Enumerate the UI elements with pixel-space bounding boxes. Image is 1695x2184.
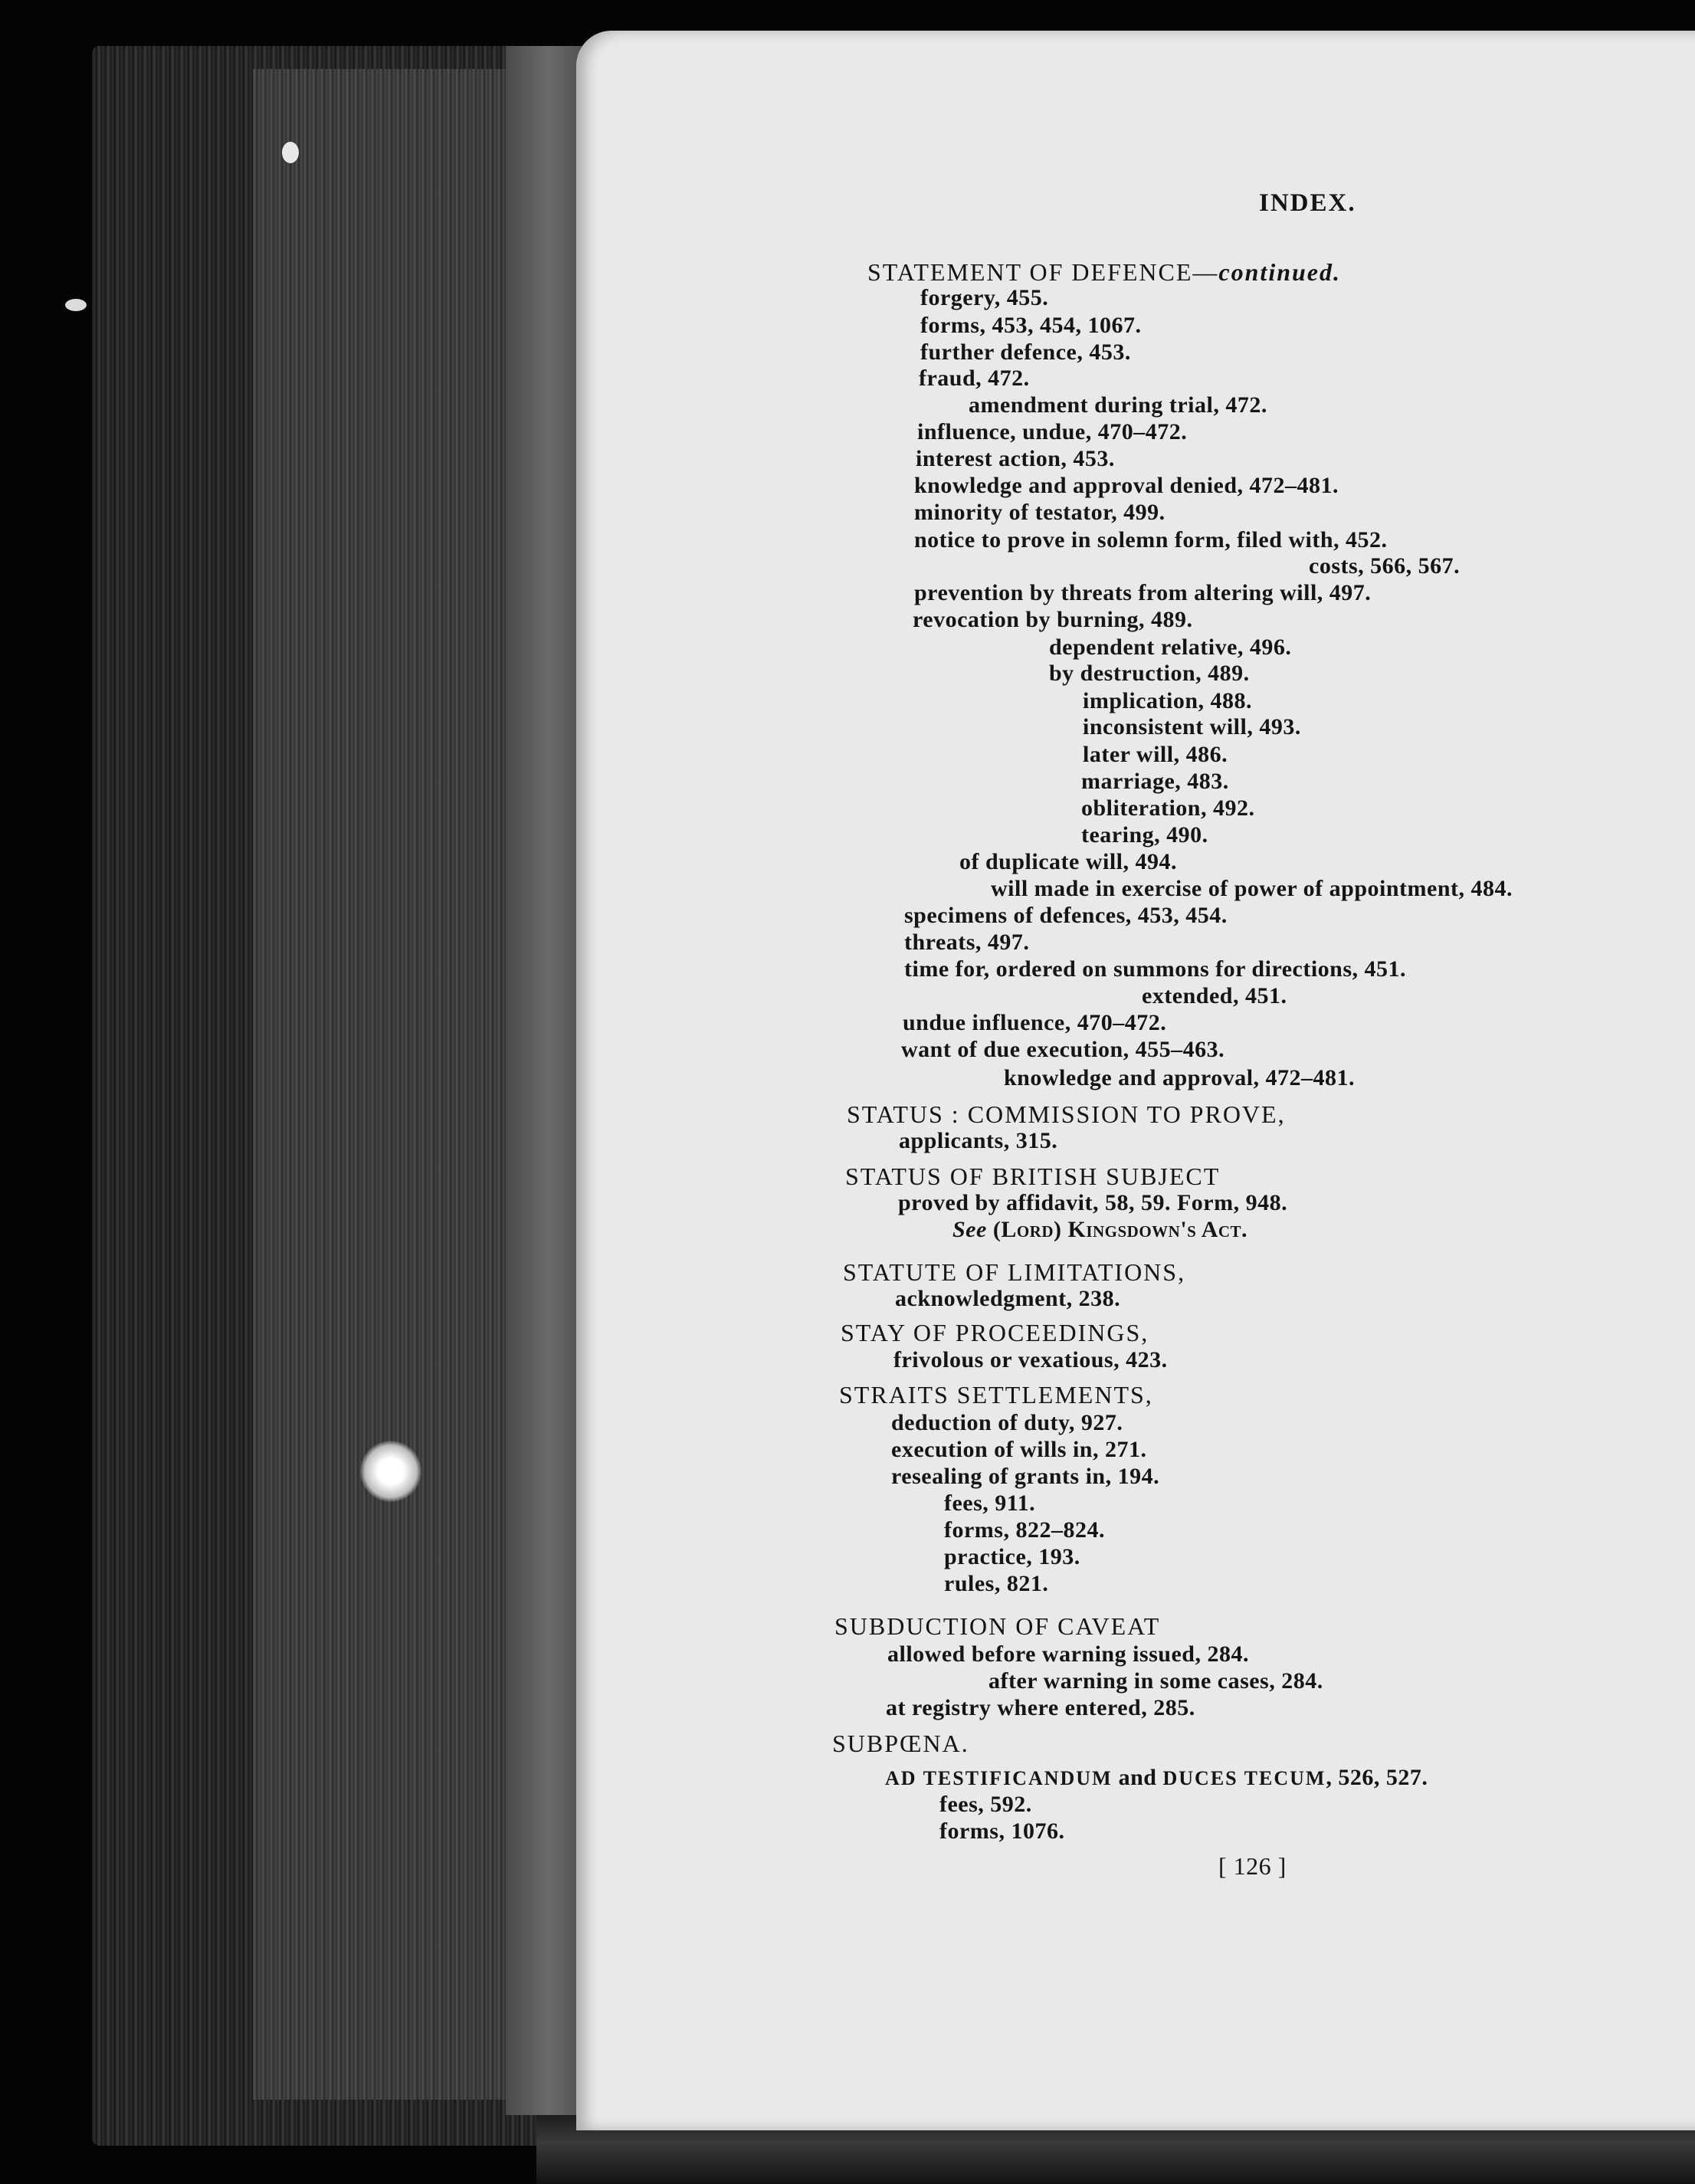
- index-heading-entry: SUBDUCTION OF CAVEAT: [834, 1612, 1161, 1640]
- index-heading-entry: STRAITS SETTLEMENTS,: [839, 1381, 1153, 1408]
- index-subentry: threats, 497.: [904, 930, 1030, 955]
- index-subentry: amendment during trial, 472.: [969, 392, 1267, 418]
- index-subentry: specimens of defences, 453, 454.: [904, 903, 1228, 928]
- scan-artifact-spot: [282, 142, 299, 163]
- index-subentry: applicants, 315.: [899, 1128, 1058, 1153]
- index-heading-entry: STATUS : COMMISSION TO PROVE,: [847, 1100, 1286, 1128]
- index-subentry: tearing, 490.: [1081, 822, 1208, 848]
- index-subentry: fraud, 472.: [919, 366, 1030, 391]
- index-subentry: proved by affidavit, 58, 59. Form, 948.: [898, 1190, 1288, 1215]
- index-subentry: forms, 453, 454, 1067.: [920, 313, 1142, 338]
- running-head: INDEX.: [1259, 189, 1356, 217]
- index-subentry: later will, 486.: [1083, 742, 1228, 767]
- index-subentry: forms, 822–824.: [944, 1517, 1105, 1543]
- index-subentry: at registry where entered, 285.: [886, 1695, 1195, 1720]
- index-subentry: execution of wills in, 271.: [891, 1437, 1147, 1462]
- index-heading-entry: STATUS OF BRITISH SUBJECT: [845, 1163, 1221, 1190]
- index-subentry: costs, 566, 567.: [1309, 553, 1461, 579]
- index-heading-entry: STAY OF PROCEEDINGS,: [841, 1319, 1149, 1346]
- index-subentry: knowledge and approval denied, 472–481.: [914, 473, 1339, 498]
- index-subentry: extended, 451.: [1142, 983, 1287, 1008]
- index-subentry: after warning in some cases, 284.: [988, 1668, 1323, 1694]
- index-subentry: frivolous or vexatious, 423.: [893, 1347, 1168, 1372]
- index-subentry: time for, ordered on summons for directions, 451.: [904, 956, 1407, 982]
- index-subentry: rules, 821.: [944, 1571, 1049, 1596]
- index-subentry: inconsistent will, 493.: [1083, 714, 1301, 739]
- index-heading-entry: STATUTE OF LIMITATIONS,: [843, 1258, 1186, 1286]
- index-subentry: acknowledgment, 238.: [895, 1286, 1121, 1311]
- index-subentry: implication, 488.: [1083, 688, 1253, 713]
- index-subentry: AD TESTIFICANDUM and DUCES TECUM, 526, 527.: [885, 1765, 1428, 1790]
- index-subentry: obliteration, 492.: [1081, 795, 1255, 821]
- index-subentry: allowed before warning issued, 284.: [887, 1641, 1249, 1667]
- scan-artifact-spot: [360, 1441, 421, 1502]
- index-cross-reference: See (Lord) Kingsdown's Act.: [952, 1217, 1248, 1242]
- index-subentry: interest action, 453.: [916, 446, 1115, 471]
- index-subentry: resealing of grants in, 194.: [891, 1464, 1160, 1489]
- index-subentry: revocation by burning, 489.: [913, 607, 1193, 632]
- page-number: [ 126 ]: [1218, 1852, 1287, 1880]
- index-heading-entry: STATEMENT OF DEFENCE—continued.: [867, 258, 1341, 286]
- index-subentry: minority of testator, 499.: [914, 500, 1166, 525]
- index-subentry: forgery, 455.: [920, 285, 1049, 310]
- index-subentry: deduction of duty, 927.: [891, 1410, 1123, 1435]
- index-subentry: fees, 911.: [944, 1490, 1036, 1516]
- index-subentry: knowledge and approval, 472–481.: [1004, 1065, 1356, 1090]
- index-subentry: notice to prove in solemn form, filed with, 452.: [914, 527, 1388, 553]
- scan-artifact-spot: [65, 299, 87, 311]
- index-subentry: marriage, 483.: [1081, 769, 1229, 794]
- index-subentry: influence, undue, 470–472.: [917, 419, 1188, 444]
- index-subentry: further defence, 453.: [920, 339, 1131, 365]
- index-subentry: forms, 1076.: [939, 1818, 1065, 1844]
- index-subentry: by destruction, 489.: [1049, 661, 1250, 686]
- index-subentry: want of due execution, 455–463.: [901, 1037, 1225, 1062]
- index-subentry: practice, 193.: [944, 1544, 1080, 1569]
- index-subentry: undue influence, 470–472.: [903, 1010, 1167, 1035]
- index-subentry: dependent relative, 496.: [1049, 635, 1292, 660]
- index-subentry: fees, 592.: [939, 1792, 1032, 1817]
- index-subentry: will made in exercise of power of appointment, 484.: [991, 876, 1513, 901]
- index-subentry: prevention by threats from altering will, 497.: [914, 580, 1372, 605]
- index-subentry: of duplicate will, 494.: [959, 849, 1178, 874]
- index-heading-entry: SUBPŒNA.: [832, 1730, 969, 1757]
